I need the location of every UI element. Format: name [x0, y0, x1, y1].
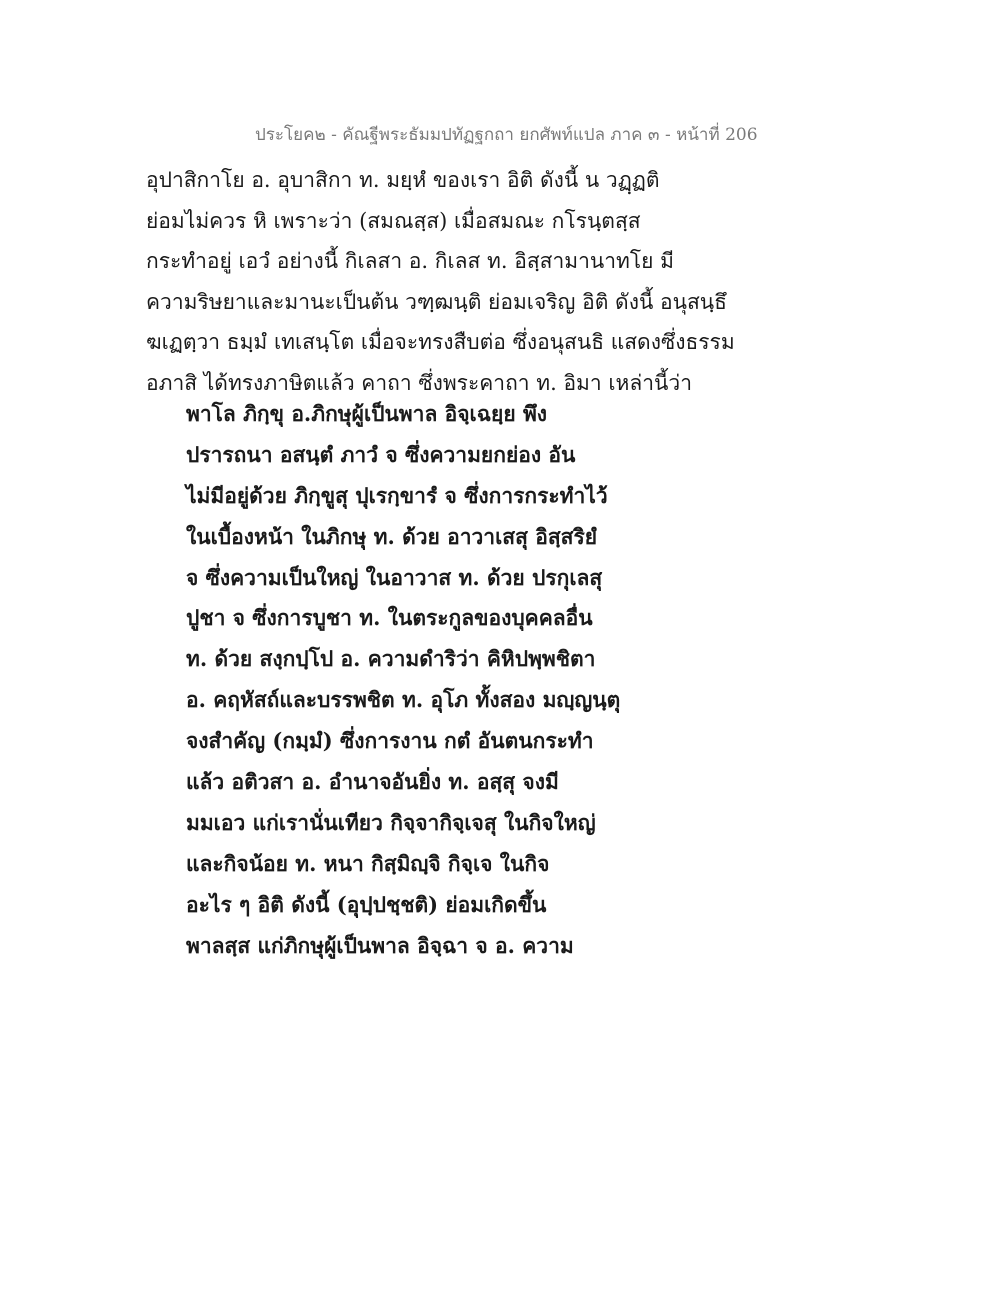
running-header: ประโยค๒ - คัณฐีพระธัมมปทัฏฐกถา ยกศัพท์แปล ภาค ๓ - หน้าที่ 206 [255, 125, 758, 145]
prose-line: อุปาสิกาโย อ. อุบาสิกา ท. มยฺหํ ของเรา อิติ ดังนี้ น วฏฺฏติ [146, 168, 660, 192]
verse-line: อ. คฤหัสถ์และบรรพชิต ท. อุโภ ทั้งสอง มญฺญนฺตุ [186, 687, 621, 713]
prose-block [146, 160, 766, 404]
verse-line: แล้ว อติวสา อ. อำนาจอันยิ่ง ท. อสฺสุ จงมี [186, 769, 559, 795]
verse-line: ท. ด้วย สงฺกปฺโป อ. ความดำริว่า คิหิปพฺพชิตา [186, 646, 596, 672]
verse-line: มมเอว แก่เรานั่นเทียว กิจฺจากิจฺเจสุ ในกิจใหญ่ [186, 809, 596, 835]
verse-line: ปูชา จ ซึ่งการบูชา ท. ในตระกูลของบุคคลอื่น [186, 605, 593, 631]
prose-line: ความริษยาและมานะเป็นต้น วฑฺฒนฺติ ย่อมเจริญ อิติ ดังนี้ อนุสนฺธึ [146, 289, 727, 314]
verse-line: ในเบื้องหน้า ในภิกษุ ท. ด้วย อาวาเสสุ อิสฺสริยํ [186, 523, 598, 549]
verse-line: จงสำคัญ (กมฺมํ) ซึ่งการงาน กตํ อันตนกระทำ [186, 728, 594, 754]
prose-line: กระทำอยู่ เอวํ อย่างนี้ กิเลสา อ. กิเลส ท. อิสฺสามานาทโย มี [146, 249, 674, 274]
prose-line: อภาสิ ได้ทรงภาษิตแล้ว คาถา ซึ่งพระคาถา ท. อิมา เหล่านี้ว่า [146, 370, 692, 395]
verse-line: จ ซึ่งความเป็นใหญ่ ในอาวาส ท. ด้วย ปรกุเลสุ [186, 564, 603, 590]
prose-line: ย่อมไม่ควร หิ เพราะว่า (สมณสฺส) เมื่อสมณะ กโรนฺตสฺส [146, 208, 641, 233]
prose-line: ฆเฏตฺวา ธมฺมํ เทเสนฺโต เมื่อจะทรงสืบต่อ ซึ่งอนุสนธิ แสดงซึ่งธรรม [146, 330, 735, 355]
verse-line: พาโล ภิกฺขุ อ.ภิกษุผู้เป็นพาล อิจฺเฉยฺย พึง [186, 401, 548, 426]
verse-line: ปรารถนา อสนฺตํ ภาวํ จ ซึ่งความยกย่อง อัน [186, 441, 576, 467]
verse-line: และกิจน้อย ท. หนา กิสฺมิญฺจิ กิจฺเจ ในกิจ [186, 850, 550, 876]
verse-line: อะไร ๆ อิติ ดังนี้ (อุปฺปชฺชติ) ย่อมเกิดขึ้น [186, 891, 547, 917]
verse-block [186, 394, 746, 966]
verse-line: ไม่มีอยู่ด้วย ภิกฺขูสุ ปุเรกฺขารํ จ ซึ่งการกระทำไว้ [186, 482, 608, 508]
verse-line: พาลสฺส แก่ภิกษุผู้เป็นพาล อิจฺฉา จ อ. ความ [186, 932, 574, 958]
